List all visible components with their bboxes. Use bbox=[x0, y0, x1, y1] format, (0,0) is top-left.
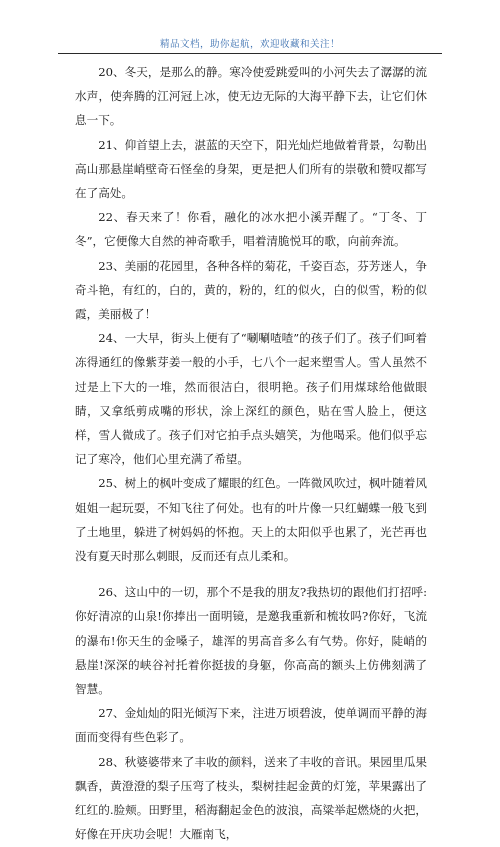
paragraph-22: 22、春天来了！你看，融化的冰水把小溪弄醒了。“丁冬、丁冬”，它便像大自然的神奇歌手，唱着清脆悦耳的歌，向前奔流。 bbox=[75, 210, 427, 249]
header-slogan: 精品文档，助你起航，欢迎收藏和关注！ bbox=[159, 39, 340, 50]
header-divider bbox=[58, 53, 442, 54]
paragraph-20: 20、冬天，是那么的静。寒冷使爱跳爱叫的小河失去了潺潺的流水声，使奔腾的江河冠上冰，使无边无际的大海平静下去，让它们休息一下。 bbox=[75, 65, 427, 128]
paragraph-26: 26、这山中的一切，那个不是我的朋友?我热切的跟他们打招呼: 你好清凉的山泉!你捧出一面明镜，是邀我重新和梳妆吗?你好，飞流的瀑布!你天生的金嗓子，雄浑的男高音多么有气势。你好，陡峭的悬崖!深深的峡谷衬托着你挺拔的身躯，你高高的额头上仿佛刻满了智慧。 bbox=[75, 585, 427, 697]
document-body bbox=[75, 60, 427, 847]
paragraph-21: 21、仰首望上去，湛蓝的天空下，阳光灿烂地做着背景，勾勒出高山那悬崖峭壁奇石怪垒的身架，更是把人们所有的崇敬和赞叹都写在了高处。 bbox=[75, 137, 427, 201]
paragraph-25: 25、树上的枫叶变成了耀眼的红色。一阵微风吹过，枫叶随着风姐姐一起玩耍，不知飞往了何处。也有的叶片像一只红蝴蝶一般飞到了土地里，躲进了树妈妈的怀抱。天上的太阳似乎也累了，光芒再也没有夏天时那么刺眼，反而还有点儿柔和。 bbox=[75, 476, 427, 564]
paragraph-28: 28、秋婆婆带来了丰收的颜料，送来了丰收的音讯。果园里瓜果飘香，黄澄澄的梨子压弯了枝头，梨树挂起金黄的灯笼，苹果露出了红红的.脸颊。田野里，稻海翻起金色的波浪，高粱举起燃烧的火把，好像在开庆功会呢！大雁南飞， bbox=[75, 754, 427, 842]
page-header bbox=[0, 0, 500, 62]
paragraph-23: 23、美丽的花园里，各种各样的菊花，千姿百态，芬芳迷人，争奇斗艳，有红的，白的，黄的，粉的，红的似火，白的似雪，粉的似霞，美丽极了！ bbox=[75, 258, 427, 322]
paragraph-27: 27、金灿灿的阳光倾泻下来，注进万顷碧波，使单调而平静的海面而变得有些色彩了。 bbox=[75, 706, 427, 745]
paragraph-24: 24、一大早，街头上便有了“唰唰喳喳”的孩子们了。孩子们呵着冻得通红的像紫芽姜一般的小手，七八个一起来塑雪人。雪人虽然不过是上下大的一堆，然而很洁白，很明艳。孩子们用煤球给他做眼睛，又拿纸剪成嘴的形状，涂上深红的颜色，贴在雪人脸上，便这样，雪人微成了。孩子们对它拍手点头嬉笑，为他喝采。他们似乎忘记了寒冷，他们心里充满了希望。 bbox=[75, 331, 427, 467]
